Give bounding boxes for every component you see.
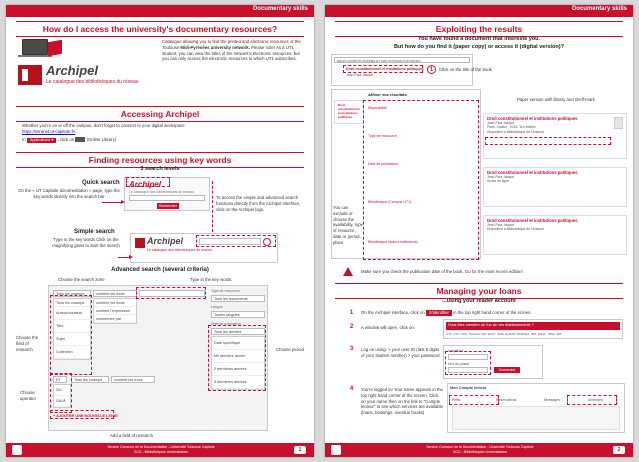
section-title: Exploiting the results xyxy=(335,21,623,37)
section-title: Finding resources using key words xyxy=(16,152,304,168)
choose-field-label: Choose the field of research xyxy=(16,335,38,352)
footer: Service Commun de la Documentation - Université Toulouse Capitole SCD - Bibliothèques Universitaires 1 xyxy=(6,443,314,457)
simple-arrow xyxy=(118,257,130,258)
operator-highlight xyxy=(50,373,72,413)
step-text-3: Log on using: > your user ID (last 8 digits of your student number) > your password xyxy=(361,347,440,358)
step-badge-1: 1 xyxy=(347,309,356,318)
login-highlight xyxy=(445,351,491,375)
language-label: Langue xyxy=(211,305,223,309)
add-line-button[interactable]: + AJOUTER UNE NOUVELLE LIGNE xyxy=(53,414,118,418)
simple-logo: Archipel xyxy=(147,236,184,246)
warning-text: Make sure you check the publication date of the book. Go for the most recent edition! xyxy=(361,269,523,274)
access-text: Whether you're on or off the campus, don't forget to connect to your digital workspace: https://intranet.ut-capitole.fr/ In Applications ▾ , click on (Online Library) . xyxy=(22,123,302,143)
filter-group[interactable]: Disponibilité xyxy=(368,106,387,110)
contains-option[interactable]: contient l'expression xyxy=(94,307,136,315)
quick-search-label: Quick search xyxy=(82,180,120,186)
section-accessing-archipel xyxy=(16,106,304,122)
header-tag: Documentary skills xyxy=(571,6,627,12)
doc-type-label: Type de ressource xyxy=(211,289,240,293)
result-card[interactable]: Droit constitutionnel et institutions politiques xyxy=(334,100,364,124)
logo-sub: Le catalogue des bibliothèques du réseau xyxy=(46,79,139,85)
logo-word: Archipel xyxy=(46,63,99,78)
university-logo xyxy=(12,445,22,455)
digital-result-card[interactable]: Droit constitutionnel et institutions politiques Jean-Paul Jacqué Accès en ligne xyxy=(483,167,627,207)
section-subtitle: 3 search levels xyxy=(140,166,180,172)
field-option[interactable]: Collection xyxy=(54,346,90,359)
results-search-bar[interactable]: DROIT CONSTITUTIONNEL ET INSTITUTIONS POLITIQUES xyxy=(334,57,470,63)
login-label: Identifiant xyxy=(448,349,464,353)
exploit-line1: You have found a document that interests you. xyxy=(417,36,541,42)
availability-text[interactable]: Disponible à Bibliothèque de l'Arsenal xyxy=(487,129,544,134)
advanced-search-label: Advanced search (several criteria) xyxy=(111,267,209,273)
logo-access-desc: To access the simple and advanced search functions directly from the Archipel interface, click on the Archipel logo. xyxy=(216,195,301,212)
step-text-4: You're logged in! Your name appears in the top right hand corner of the screen. Click on your name then on the link to "Compte lecteur" to see which services are available (loans, bookings, overdue books) xyxy=(361,387,444,416)
warning-icon xyxy=(343,267,353,276)
simple-logo-mark xyxy=(135,238,145,248)
period-option[interactable]: 5 dernières années xyxy=(212,376,264,389)
paper-label: Paper version with library and shelf-mark xyxy=(517,97,595,102)
book-icon xyxy=(48,40,62,56)
availability-highlight xyxy=(485,137,611,145)
add-line-highlight xyxy=(50,410,114,419)
period-option[interactable]: 2 dernières années xyxy=(212,363,264,376)
period-option[interactable]: Date spécifique xyxy=(212,337,264,350)
quick-search-button[interactable]: Rechercher xyxy=(158,204,178,208)
page-number: 2 xyxy=(613,446,625,454)
field-highlight xyxy=(50,295,92,375)
step-1-badge: 1 xyxy=(427,65,436,74)
step-text-2: A window will open, click on: xyxy=(361,325,415,330)
pub-date-label: Date de publication xyxy=(211,322,241,326)
contains-option[interactable]: commence par xyxy=(94,315,136,323)
paper-result-card[interactable]: Droit constitutionnel et institutions politiques Jean-Paul Jacqué Paris : Dalloz , 2016. 11e édition Disponible à Bibliothèque de l'Arsenal xyxy=(483,113,627,159)
password-label: Mot de passe xyxy=(448,362,470,366)
simple-search-desc: Type in the key words Click on the magnifying glass to start the search xyxy=(52,237,120,248)
period-option[interactable]: Mil dernière année xyxy=(212,350,264,363)
archipel-logo xyxy=(18,63,158,89)
doc-type-dropdown[interactable]: Tous les documents xyxy=(211,295,265,302)
step-text-1: On the Archipel interface, click on S'identifier in the top right hand corner of the screen. xyxy=(361,310,532,315)
header-bar xyxy=(6,5,314,17)
quick-search-input[interactable] xyxy=(129,195,205,201)
filters-head: Affiner vos résultats xyxy=(368,92,407,97)
account-tab[interactable]: Prêts xyxy=(452,398,461,402)
book-cover xyxy=(614,117,623,129)
language-dropdown[interactable]: Toutes langues xyxy=(211,311,265,318)
simple-highlight xyxy=(196,235,276,247)
intranet-link[interactable]: https://intranet.ut-capitole.fr/ xyxy=(22,128,76,134)
zone-dropdown-2[interactable]: Tous les champs xyxy=(71,376,109,383)
header-bar xyxy=(325,5,633,17)
contains-dropdown-2[interactable]: contient les mots xyxy=(111,376,155,383)
account-panel xyxy=(452,406,620,430)
field-option[interactable]: Sujet xyxy=(54,333,90,346)
result-author: Jean-Paul Jacqué xyxy=(346,73,374,77)
contains-list xyxy=(93,298,137,324)
period-highlight xyxy=(208,325,266,391)
filter-desc: You can exclude or choose the availability, type of resource, date or period, place xyxy=(333,205,364,245)
account-screenshot xyxy=(447,383,625,433)
filter-group[interactable]: Type de ressource xyxy=(368,134,397,138)
type-keywords-label: Type in the key words xyxy=(190,277,232,282)
page-number: 1 xyxy=(294,446,306,454)
pub-date-dropdown[interactable]: Tous les années xyxy=(211,328,265,335)
laptop-illustration xyxy=(22,39,48,55)
applications-button[interactable]: Applications ▾ xyxy=(27,138,56,143)
choose-operator-label: Choose operator xyxy=(20,390,37,401)
loans-subtitle: ...using your reader account xyxy=(442,298,516,304)
account-head: Mon Compte lecteur xyxy=(450,386,487,390)
account-tab[interactable]: Messages xyxy=(544,398,560,402)
quick-highlight xyxy=(126,177,170,187)
intro-text: Catalogue allowing you to find the printed and electronic resources of the Toulouse Midi-Pyrénées university network. Please note! As a UT1 student, you can view the titles of the network's electronic resources, but you can only access the electronic resources to which UT1 subscribes. xyxy=(162,39,301,62)
university-logo xyxy=(331,445,341,455)
result-title[interactable]: Droit constitutionnel et institutions politiques xyxy=(346,67,424,71)
filter-group[interactable]: Date de publication xyxy=(368,162,398,166)
window-head[interactable]: Vous êtes membre de l'un de ces établissements ? xyxy=(446,322,620,330)
logo-mark-2 xyxy=(22,69,28,81)
exploit-line2: But how do you find it (paper copy) or access it (digital version)? xyxy=(394,44,564,50)
step-1-label: Click on the title of the book xyxy=(439,67,492,72)
zone-dropdown[interactable]: Tous les champs xyxy=(53,290,91,297)
quick-search-desc: On the « UT Capitole documentation » page, type the key words directly into the search bar xyxy=(18,188,120,199)
contains-option[interactable]: contient les mots xyxy=(94,299,136,307)
header-tag: Documentary skills xyxy=(252,6,308,12)
quick-arrow xyxy=(102,202,122,203)
page-2 xyxy=(325,5,633,457)
step-badge-3: 3 xyxy=(347,345,356,354)
quick-logo: Archipel xyxy=(129,180,162,189)
field-option[interactable]: Auteur/créateur xyxy=(54,307,90,320)
window-items: UT1, UT2, UPS, Toulouse INP, ENVT, ISAE, EHESS, ENSFEA, IRIT, ENAC, INSA, IMT xyxy=(446,332,562,336)
title-highlight xyxy=(343,65,423,73)
choose-zone-label: Choose the search zone xyxy=(58,277,105,282)
section-managing-loans xyxy=(335,283,623,299)
page-1 xyxy=(6,5,314,457)
section-title: How do I access the university's documentary resources? xyxy=(16,21,304,37)
identify-button[interactable]: S'identifier xyxy=(426,310,452,316)
extra-result-card[interactable]: Droit constitutionnel et institutions politiques Jean-Paul Jacqué Disponible à Bibliothèque de l'Arsenal xyxy=(483,215,627,255)
filter-group[interactable]: Bibliothèque (Campus UT1) xyxy=(368,200,412,204)
operator-dropdown[interactable]: ET xyxy=(53,376,67,383)
account-tab[interactable]: Réservations xyxy=(496,398,517,402)
step-badge-2: 2 xyxy=(347,323,356,332)
account-highlight xyxy=(449,395,499,405)
simple-sub: Le catalogue des bibliothèques du réseau xyxy=(147,248,212,252)
section-title: Accessing Archipel xyxy=(16,106,304,122)
add-field-label: Add a field of research xyxy=(110,433,153,438)
operator-option[interactable]: SAUF xyxy=(54,396,70,407)
login-button[interactable]: Connexion xyxy=(494,367,520,373)
quick-sub: Le catalogue des bibliothèques du réseau xyxy=(129,190,194,194)
filter-group[interactable]: Bibliothèque (autres institutions) xyxy=(368,240,418,244)
field-option[interactable]: Tous les champs xyxy=(54,299,90,307)
logo-link-line xyxy=(212,181,213,237)
online-access-link[interactable]: Accès en ligne xyxy=(487,179,510,184)
simple-search-label: Simple search xyxy=(74,229,115,235)
footer: Service Commun de la Documentation - Université Toulouse Capitole SCD - Bibliothèques Universitaires 2 xyxy=(325,443,633,457)
operator-option[interactable]: OU xyxy=(54,385,70,396)
section-exploiting-results xyxy=(335,21,623,37)
account-tab[interactable]: Amendes xyxy=(588,398,603,402)
field-option[interactable]: Titre xyxy=(54,320,90,333)
laptop-base xyxy=(18,55,52,57)
filters-highlight xyxy=(363,100,479,260)
keywords-highlight xyxy=(136,287,206,299)
institution-window xyxy=(443,319,623,339)
contains-dropdown[interactable]: contient les mots xyxy=(93,290,137,297)
choose-period-label: Choose period xyxy=(276,347,304,352)
section-title: Managing your loans xyxy=(335,283,623,299)
account-name-highlight xyxy=(567,395,617,405)
step-badge-4: 4 xyxy=(347,385,356,394)
online-library-icon[interactable] xyxy=(75,137,85,142)
section-access-resources xyxy=(16,21,304,37)
